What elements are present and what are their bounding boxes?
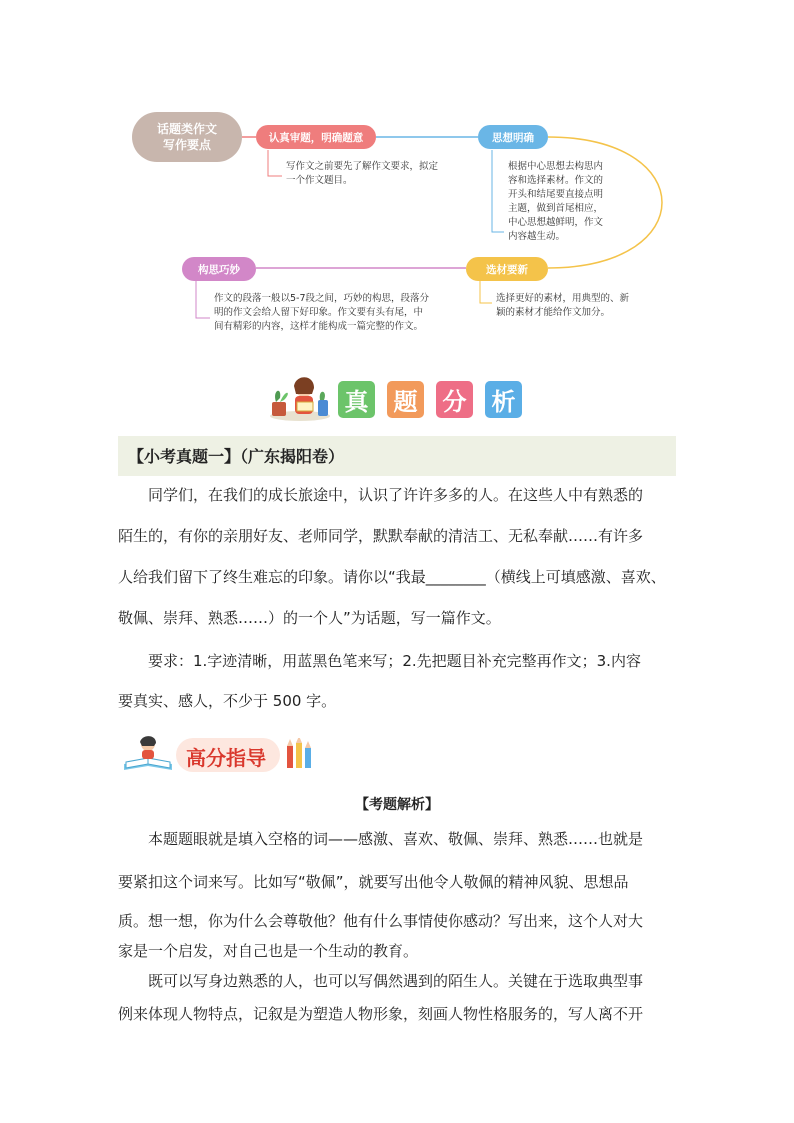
mindmap-node-3-text: 选择更好的素材，用典型的、新 颖的素材才能给作文加分。	[496, 293, 630, 318]
analysis-line-2: 要紧扣这个词来写。比如写“敬佩”，就要写出他令人敬佩的精神风貌、思想品	[118, 873, 629, 891]
analysis-heading: 【考题解析】	[355, 797, 439, 813]
mindmap-node-2-text: 根据中心思想去构思内 容和选择素材。作文的 开头和结尾要直接点明 主题，做到首尾相应， 中心思想越鲜明，作文 内容越生动。	[508, 161, 604, 242]
question-line-2: 陌生的，有你的亲朋好友、老师同学，默默奉献的清洁工、无私奉献……有许多	[118, 527, 644, 545]
question-requirement-cont: 要真实、感人，不少于 500 字。	[118, 692, 337, 710]
guidance-title: 高分指导	[186, 746, 266, 770]
mindmap-node-3-label: 选材要新	[486, 263, 528, 276]
banner-tile-4-char: 析	[491, 387, 516, 416]
analysis-line-5: 既可以写身边熟悉的人，也可以写偶然遇到的陌生人。关键在于选取典型事	[148, 972, 644, 990]
mindmap-node-4-text: 作文的段落一般以5-7段之间，巧妙的构思，段落分 明的作文会给人留下好印象。作文要有头有尾，中 间有精彩的内容，这样才能构成一篇完整的作文。	[214, 293, 430, 332]
question-requirement: 要求：1.字迹清晰，用蓝黑色笔来写；2.先把题目补充完整再作文；3.内容	[148, 652, 641, 670]
mindmap-node-1-text: 写作文之前要先了解作文要求，拟定 一个作文题目。	[286, 161, 439, 186]
reading-book-illustration	[120, 734, 178, 774]
mindmap-root-label: 话题类作文 写作要点	[156, 122, 217, 152]
mindmap-node-1	[256, 125, 376, 149]
banner-tile-2-char: 题	[393, 387, 418, 416]
banner-tile-4	[485, 381, 522, 418]
analysis-line-4: 家是一个启发，对自己也是一个生动的教育。	[118, 942, 419, 960]
question-line-4: 敬佩、崇拜、熟悉……）的一个人”为话题，写一篇作文。	[118, 609, 501, 627]
mindmap-node-4-label: 构思巧妙	[198, 263, 240, 276]
mindmap-node-2-label: 思想明确	[492, 131, 534, 144]
banner-tile-1-char: 真	[344, 387, 369, 416]
analysis-line-1: 本题题眼就是填入空格的词——感激、喜欢、敬佩、崇拜、熟悉……也就是	[148, 830, 644, 848]
question-header: 【小考真题一】（广东揭阳卷）	[128, 447, 345, 466]
pencils-icon	[284, 738, 314, 770]
reading-girl-illustration	[268, 372, 332, 422]
mindmap-node-4	[182, 257, 256, 281]
banner-tile-3	[436, 381, 473, 418]
mindmap-root	[132, 112, 242, 162]
banner-tile-1	[338, 381, 375, 418]
mindmap-node-2	[478, 125, 548, 149]
mindmap-node-3	[466, 257, 548, 281]
question-line-3: 人给我们留下了终生难忘的印象。请你以“我最________（横线上可填感激、喜欢、	[118, 568, 666, 586]
banner-tile-2	[387, 381, 424, 418]
analysis-line-6: 例来体现人物特点，记叙是为塑造人物形象，刻画人物性格服务的，写人离不开	[118, 1005, 644, 1023]
mindmap-node-1-label: 认真审题，明确题意	[268, 131, 364, 144]
analysis-line-3: 质。想一想，你为什么会尊敬他？他有什么事情使你感动？写出来，这个人对大	[118, 912, 644, 930]
banner-tile-3-char: 分	[442, 387, 467, 416]
question-line-1: 同学们，在我们的成长旅途中，认识了许许多多的人。在这些人中有熟悉的	[148, 486, 644, 504]
